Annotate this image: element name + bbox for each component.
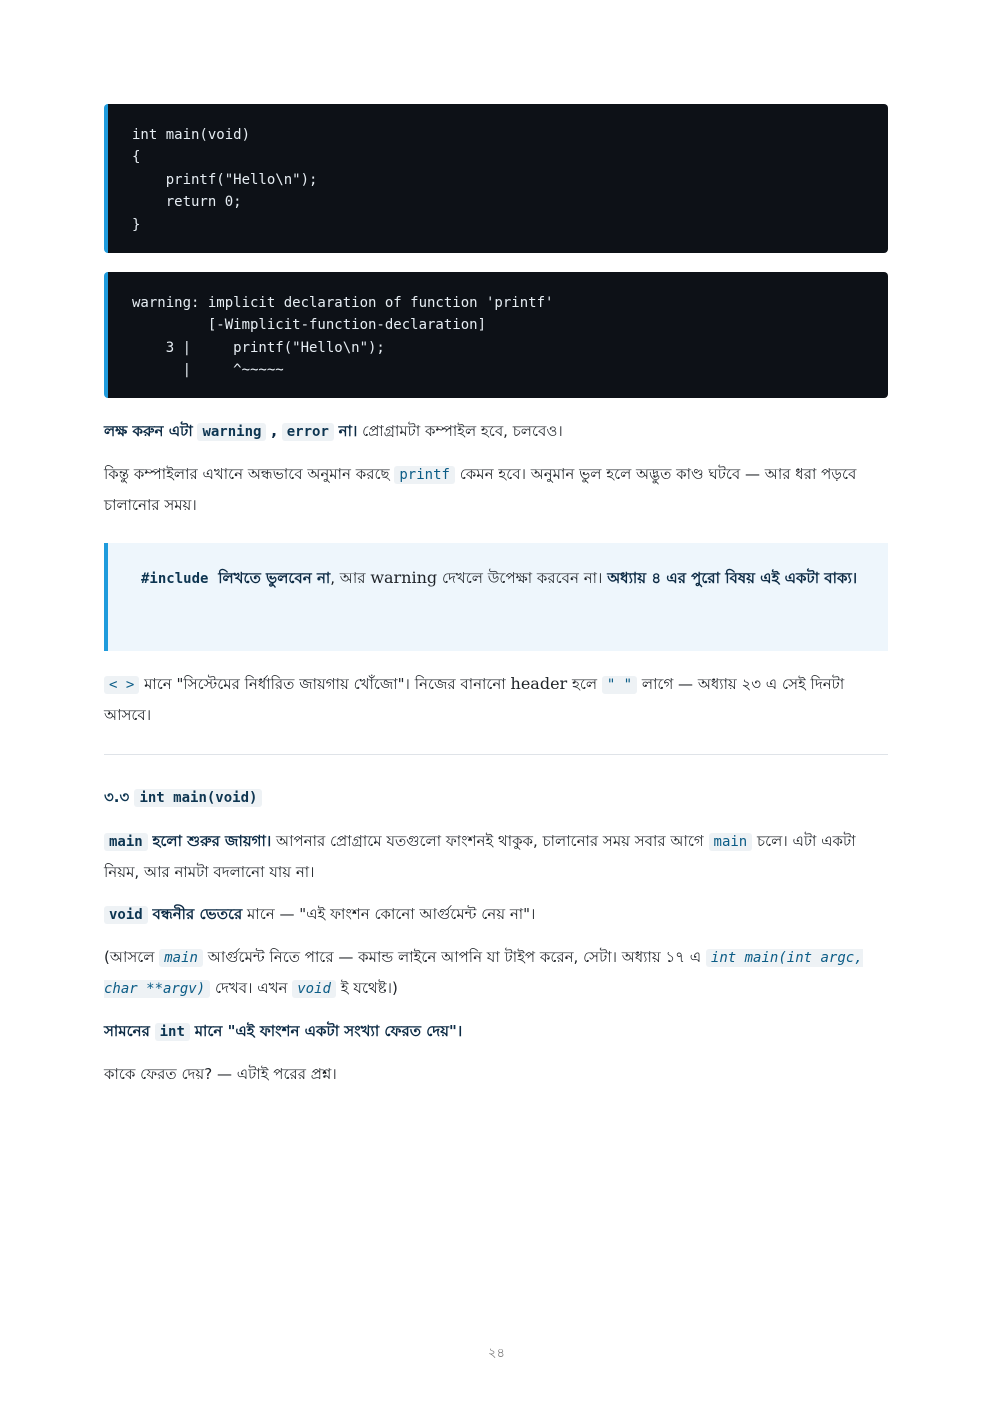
bold-text: হলো শুরুর জায়গা। <box>152 832 272 850</box>
section-heading <box>104 783 888 812</box>
text: (আসলে <box>104 948 155 966</box>
bold-text: বন্ধনীর ভেতরে <box>152 905 243 923</box>
inline-code: < > <box>104 676 139 694</box>
text: মানে "সিস্টেমের নির্ধারিত জায়গায় খোঁজো"। নিজের বানানো <box>144 675 511 693</box>
text: আপনার প্রোগ্রামে যতগুলো ফাংশনই থাকুক, চালানোর সময় সবার আগে <box>271 832 704 850</box>
inline-code: main <box>159 949 203 967</box>
text: , আর <box>330 569 371 587</box>
text: কেমন হবে। অনুমান ভুল হলে অদ্ভুত কাণ্ড ঘটবে — আর ধরা পড়বে চালানোর সময়। <box>104 465 857 514</box>
text: হলে <box>567 675 598 693</box>
bold-text: না। <box>338 422 358 440</box>
paragraph-compiler-guess <box>104 459 888 520</box>
inline-code: " " <box>602 676 637 694</box>
text: কিন্তু কম্পাইলার এখানে অন্ধভাবে অনুমান করছে <box>104 465 390 483</box>
paragraph-void <box>104 899 888 930</box>
code-block-warning: warning: implicit declaration of function 'printf' [-Wimplicit-function-declaration] 3 | printf("Hello\n"); | ^~~~~~ <box>104 272 888 398</box>
inline-code: main <box>104 833 148 851</box>
paragraph-include-forms <box>104 669 888 730</box>
paragraph-argv-note <box>104 942 888 1004</box>
inline-code: void <box>292 980 336 998</box>
text: ই যথেষ্ট।) <box>340 979 398 997</box>
inline-code: #include <box>141 571 209 587</box>
bold-text: অধ্যায় ৪ এর পুরো বিষয় এই একটা বাক্য। <box>607 569 858 587</box>
inline-code: main <box>709 833 753 851</box>
inline-code: warning <box>197 423 266 441</box>
bold-text: লিখতে ভুলবেন না <box>218 569 331 587</box>
text: লাগে — অধ্যায় ২৩ এ সেই দিনটা আসবে। <box>104 675 845 724</box>
inline-code: int main(int argc, char **argv) <box>104 950 863 997</box>
section-divider <box>104 754 888 755</box>
paragraph-warning-note <box>104 416 888 447</box>
inline-code: printf <box>394 466 455 484</box>
bold-text: মানে "এই ফাংশন একটা সংখ্যা ফেরত দেয়"। <box>194 1022 463 1040</box>
inline-code: void <box>104 906 148 924</box>
text: আর্গুমেন্ট নিতে পারে — কমান্ড লাইনে আপনি যা টাইপ করেন, সেটা। অধ্যায় ১৭ এ <box>207 948 702 966</box>
code-block-main: int main(void) { printf("Hello\n"); return 0; } <box>104 104 888 253</box>
bold-text: লক্ষ করুন এটা <box>104 422 193 440</box>
page-number: ২৪ <box>488 1346 505 1361</box>
callout-text <box>136 563 864 594</box>
paragraph-int-return <box>104 1016 888 1047</box>
callout-box <box>104 543 888 651</box>
inline-code: int main(void) <box>134 789 262 807</box>
paragraph-main-start <box>104 826 888 887</box>
comma: , <box>271 422 277 440</box>
serif-text: header <box>510 674 568 693</box>
bold-text: সামনের <box>104 1022 150 1040</box>
text: দেখব। এখন <box>214 979 288 997</box>
inline-code: error <box>282 423 334 441</box>
text: দেখলে উপেক্ষা করবেন না। <box>437 569 603 587</box>
section-number: ৩.৩ <box>104 788 130 806</box>
text: চলে। এটা একটা নিয়ম, আর নামটা বদলানো যায় না। <box>104 832 856 881</box>
text: মানে — "এই ফাংশন কোনো আর্গুমেন্ট নেয় না"। <box>242 905 536 923</box>
page-content <box>104 104 888 1089</box>
paragraph-next-question: কাকে ফেরত দেয়? — এটাই পরের প্রশ্ন। <box>104 1065 337 1083</box>
text: প্রোগ্রামটা কম্পাইল হবে, চলবেও। <box>357 422 563 440</box>
inline-code: int <box>155 1023 190 1041</box>
serif-text: warning <box>370 568 438 587</box>
